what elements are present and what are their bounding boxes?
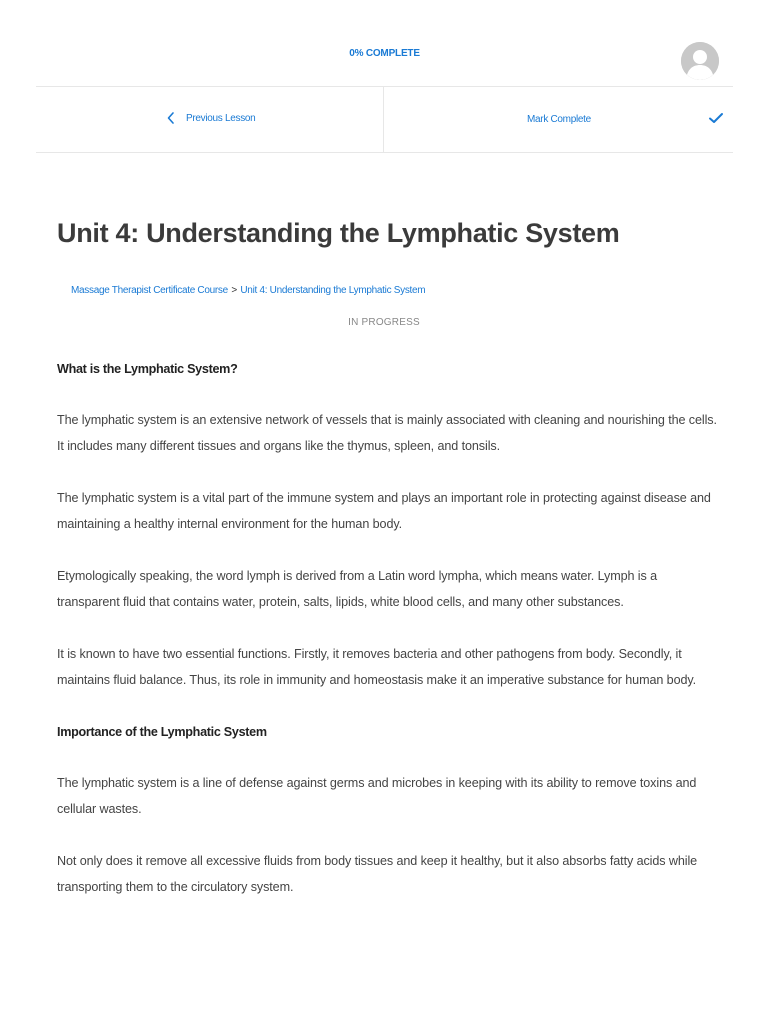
breadcrumb-current-link[interactable]: Unit 4: Understanding the Lymphatic System [240,285,426,296]
paragraph: The lymphatic system is an extensive network of vessels that is mainly associated with cleaning and nourishing the cells. It includes many different tissues and organs like the thymus, spleen, and tonsils. [57,413,717,453]
breadcrumb [71,285,425,296]
status-badge: IN PROGRESS [348,317,420,328]
paragraph: The lymphatic system is a vital part of the immune system and plays an important role in protecting against disease and maintaining a healthy internal environment for the human body. [57,491,711,531]
nav-divider [383,87,384,152]
mark-complete-button[interactable] [527,110,591,128]
previous-lesson-link[interactable] [166,109,255,127]
lesson-title: Unit 4: Understanding the Lymphatic System [57,218,620,248]
paragraph: Etymologically speaking, the word lymph is derived from a Latin word lympha, which means water. Lymph is a transparent fluid that contains water, protein, salts, lipids, white blood cells, and many other substances. [57,569,658,609]
lesson-content [57,356,719,926]
progress-header [36,22,733,87]
paragraph: The lymphatic system is a line of defense against germs and microbes in keeping with its ability to remove toxins and cellular wastes. [57,776,697,816]
mark-complete-label: Mark Complete [527,113,591,125]
user-avatar-icon[interactable] [681,42,719,80]
breadcrumb-course-link[interactable]: Massage Therapist Certificate Course [71,285,228,296]
paragraph: Not only does it remove all excessive fluids from body tissues and keep it healthy, but it also absorbs fatty acids while transporting them to the circulatory system. [57,854,698,894]
chevron-left-icon [166,111,176,125]
progress-label: 0% COMPLETE [349,48,420,59]
paragraph: It is known to have two essential functions. Firstly, it removes bacteria and other pathogens from body. Secondly, it maintains fluid balance. Thus, its role in immunity and homeostasis make it an imperative substance for human body. [57,647,697,687]
breadcrumb-separator: > [231,285,237,296]
section-heading: What is the Lymphatic System? [57,362,238,376]
section-heading: Importance of the Lymphatic System [57,725,267,739]
checkmark-icon[interactable] [708,111,724,125]
previous-lesson-label: Previous Lesson [186,112,256,124]
lesson-navigation [36,87,733,153]
